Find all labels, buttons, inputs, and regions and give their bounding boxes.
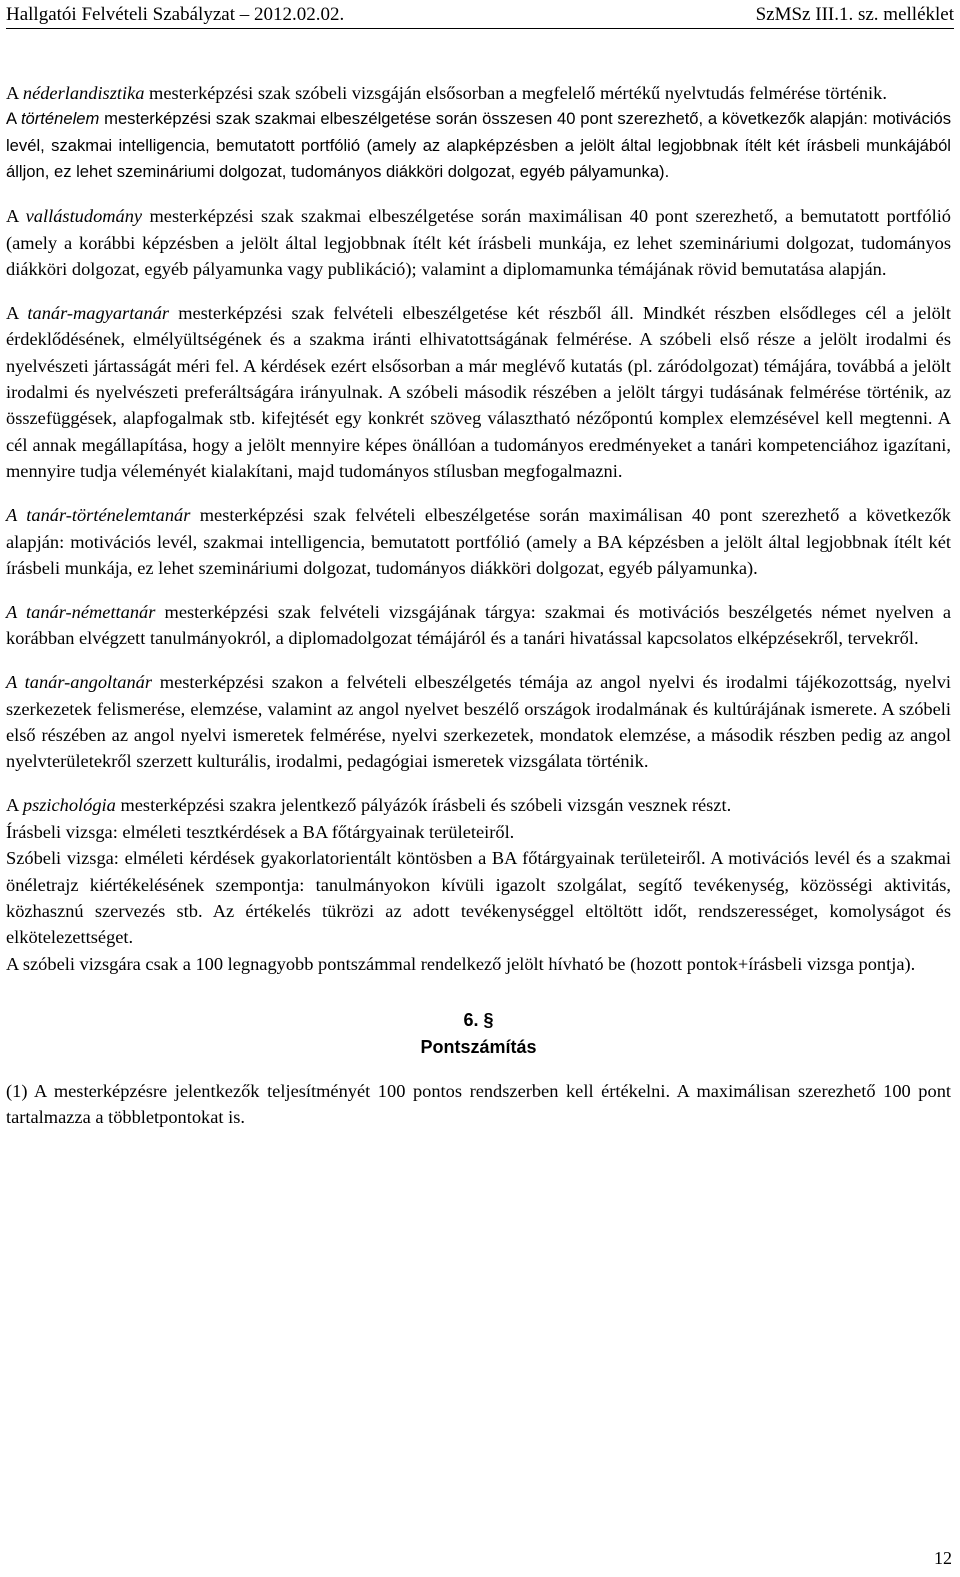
program-name: néderlandisztika	[22, 83, 145, 103]
paragraph-scoring: (1) A mesterképzésre jelentkezők teljesítményét 100 pontos rendszerben kell értékelni. A maximálisan szerezhető 100 pont tartalmazza a többletpontokat is.	[6, 1080, 951, 1128]
paragraph-english-teacher: A tanár-angoltanár mesterképzési szakon a felvételi elbeszélgetés témája az angol nyelvi és irodalmi tájékozottság, nyelvi szerkezetek felismerése, elemzése, valamint az angol nyelvet beszélő országok irodalmának és kultúrájának ismerete. A szóbeli első részében az angol nyelvi ismeretek felmérése, nyelvi szerkezetek, mondatok elemzése, a második részben pedig az angol nyelvterületekről szerzett kulturális, irodalmi, pedagógiai ismeretek vizsgálata történik.	[6, 672, 951, 772]
page-number: 12	[934, 1548, 952, 1568]
paragraph-neerlandistics: A néderlandisztika mesterképzési szak szóbeli vizsgáján elsősorban a megfelelő mértékű nyelvtudás felmérése történik.	[6, 83, 887, 103]
paragraph-psychology: A pszichológia mesterképzési szakra jelentkező pályázók írásbeli és szóbeli vizsgán vesznek részt.	[6, 795, 732, 816]
paragraph-oral-admission: A szóbeli vizsgára csak a 100 legnagyobb pontszámmal rendelkező jelölt hívható be (hozott pontok+írásbeli vizsga pontja).	[6, 953, 916, 974]
header-title: Hallgatói Felvételi Szabályzat – 2012.02.02.	[6, 4, 345, 25]
program-name: A tanár-történelemtanár	[6, 505, 191, 526]
program-name: történelem	[20, 109, 100, 129]
program-name: A tanár-némettanár	[6, 601, 156, 622]
paragraph-hungarian-teacher: A tanár-magyartanár mesterképzési szak felvételi elbeszélgetése két részből áll. Mindkét részben elsődleges cél a jelölt érdeklődésének, elmélyültségének és a szakma iránti elhivatottságának felmérése. A szóbeli első része a jelölt irodalmi és nyelvészeti jártasságát méri fel. A kérdések ezért elsősorban a már meglévő kutatás (pl. záródolgozat) témájára, továbbá a jelölt irodalmi és nyelvészeti preferáltságára irányulnak. A szóbeli második részében a jelölt tárgyi tudásának felmérése történik, az összefüggések, alapfogalmak stb. kifejtését egy konkrét szöveg választható nézőpontú komplex elemzésével kell megtenni. A cél annak megállapítása, hogy a jelölt mennyire képes önállóan a tudományos eredményeket a tanári kompetenciához igazítani, mennyire tudja véleményét kialakítani, majd tudományos stílusban megfogalmazni.	[6, 302, 951, 482]
paragraph-oral-exam: Szóbeli vizsga: elméleti kérdések gyakorlatorientált köntösben a BA főtárgyainak területeiről. A motivációs levél és a szakmai önéletrajz kiértékelésének szempontja: tanulmányokon kívüli igazolt szolgálat, segítő tevékenység, közösségi aktivitás, közhasznú szervezés stb. Az értékelés tükrözi az adott tevékenységgel eltöltött időt, rendszerességet, komolyságot és elkötelezettséget.	[6, 848, 951, 948]
paragraph-written-exam: Írásbeli vizsga: elméleti tesztkérdések a BA főtárgyainak területeiről.	[6, 821, 515, 842]
program-name: vallástudomány	[25, 206, 143, 227]
program-name: A tanár-angoltanár	[6, 672, 153, 693]
program-name: pszichológia	[22, 795, 116, 816]
paragraph-history: A történelem mesterképzési szak szakmai elbeszélgetése során összesen 40 pont szerezhető, a következők alapján: motivációs levél, szakmai intelligencia, bemutatott portfólió (amely az alapképzésben a jelölt által legjobbnak ítélt két írásbeli munkájából álljon, ez lehet szemináriumi dolgozat, tudományos diákköri dolgozat, egyéb pályamunka).	[6, 109, 952, 182]
program-name: tanár-magyartanár	[27, 302, 170, 323]
paragraph-history-teacher: A tanár-történelemtanár mesterképzési szak felvételi elbeszélgetése során maximálisan 40 pont szerezhető a következők alapján: motivációs levél, szakmai intelligencia, bemutatott portfólió (amely a BA képzésben a jelölt által legjobbnak ítélt két írásbeli munkája, ez lehet szemináriumi dolgozat, tudományos diákköri dolgozat, egyéb pályamunka).	[6, 505, 951, 578]
document-body	[6, 80, 951, 1131]
page-header	[6, 4, 954, 29]
paragraph-german-teacher: A tanár-némettanár mesterképzési szak felvételi vizsgájának tárgya: szakmai és motivációs beszélgetés német nyelven a korábban elvégzett tanulmányokról, a diplomadolgozat témájáról és a tanári hivatással kapcsolatos elképzésekről, tervekről.	[6, 601, 952, 649]
section-heading	[6, 1007, 951, 1060]
paragraph-religious-studies: A vallástudomány mesterképzési szak szakmai elbeszélgetése során maximálisan 40 pont szerezhető, a bemutatott portfólió (amely a korábbi képzésben a jelölt által legjobbnak ítélt két írásbeli munkája, ez lehet szemináriumi dolgozat, tudományos diákköri dolgozat, egyéb pályamunka vagy publikáció); valamint a diplomamunka témájának rövid bemutatása alapján.	[6, 206, 951, 279]
header-annex-label: SzMSz III.1. sz. melléklet	[755, 4, 954, 25]
section-title: Pontszámítás	[420, 1036, 537, 1057]
section-number: 6. §	[463, 1010, 494, 1031]
